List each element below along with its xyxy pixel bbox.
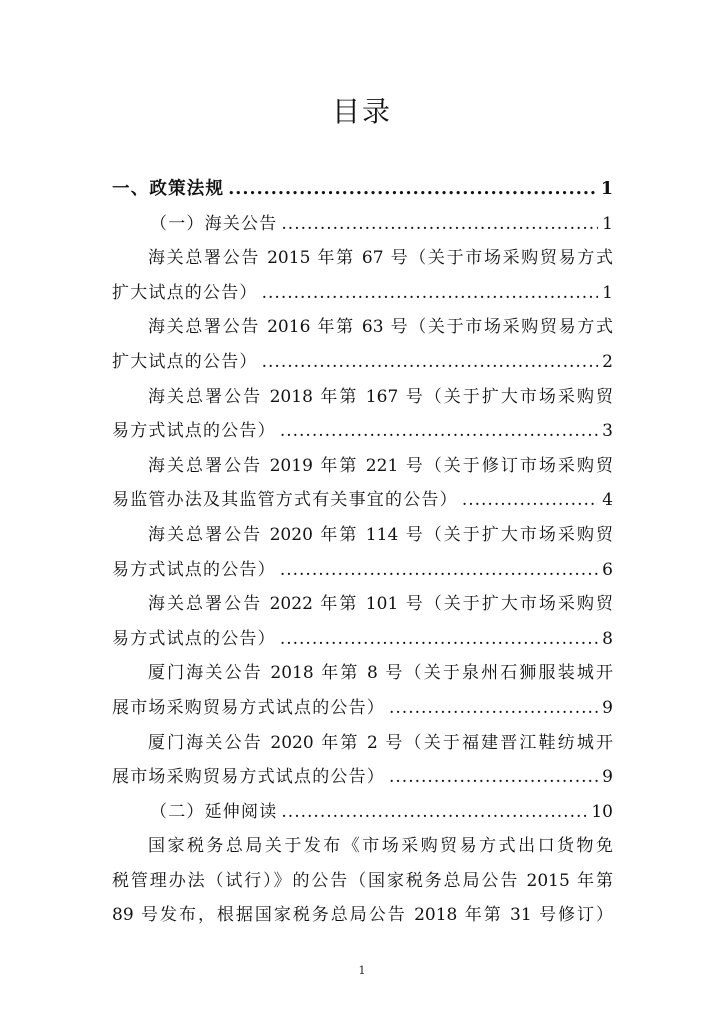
toc-entry[interactable]	[112, 345, 613, 380]
toc-entry-title: （一）海关公告	[150, 213, 278, 234]
toc-entry-first-line[interactable]	[112, 656, 613, 691]
toc-entry-title: 海关总署公告 2018 年第 167 号（关于扩大市场采购贸	[148, 386, 613, 407]
dot-leader	[262, 345, 599, 380]
dot-leader	[280, 414, 598, 449]
toc-page-number: 1	[600, 179, 613, 199]
toc-entry-title: 国家税务总局关于发布《市场采购贸易方式出口货物免	[148, 836, 613, 857]
page-number: 1	[358, 964, 366, 977]
toc-page-number: 10	[591, 801, 613, 822]
toc-entry-title: （二）延伸阅读	[150, 801, 278, 822]
toc-entry-title: 89 号发布，根据国家税务总局公告 2018 年第 31 号修订）	[112, 905, 613, 926]
toc-page-number: 3	[602, 421, 613, 442]
toc-entry[interactable]	[112, 276, 613, 311]
dot-leader	[389, 760, 598, 795]
dot-leader	[280, 622, 598, 657]
page-title: 目录	[331, 95, 392, 128]
toc-entry-title: 海关总署公告 2016 年第 63 号（关于市场采购贸易方式	[148, 317, 613, 338]
toc-entry-title: 厦门海关公告 2020 年第 2 号（关于福建晋江鞋纺城开	[148, 732, 613, 753]
toc-page-number: 1	[602, 282, 613, 303]
toc-entry-first-line[interactable]	[112, 587, 613, 622]
toc-entry-continued-line[interactable]	[112, 898, 613, 933]
toc-entry-title: 展市场采购贸易方式试点的公告）	[112, 767, 385, 788]
dot-leader	[228, 172, 597, 207]
toc-entry-title: 海关总署公告 2022 年第 101 号（关于扩大市场采购贸	[148, 594, 613, 615]
toc-entry-continued-line[interactable]	[112, 864, 613, 899]
toc-entry-title: 易方式试点的公告）	[112, 559, 276, 580]
dot-leader	[389, 691, 598, 726]
toc-entry[interactable]	[112, 760, 613, 795]
toc-entry-first-line[interactable]	[112, 380, 613, 415]
toc-entry[interactable]	[112, 172, 613, 207]
toc-page-number: 9	[602, 697, 613, 718]
toc-entry-title: 海关总署公告 2020 年第 114 号（关于扩大市场采购贸	[148, 524, 613, 545]
toc-entry-title: 易方式试点的公告）	[112, 421, 276, 442]
toc-entry[interactable]	[112, 622, 613, 657]
toc-page-number: 2	[602, 351, 613, 372]
toc-entry-title: 一、政策法规	[112, 179, 225, 199]
toc-entry-title: 易方式试点的公告）	[112, 628, 276, 649]
dot-leader	[262, 276, 599, 311]
toc-entry-title: 海关总署公告 2019 年第 221 号（关于修订市场采购贸	[148, 455, 613, 476]
toc-entry-first-line[interactable]	[112, 449, 613, 484]
toc-page-number: 4	[602, 490, 613, 511]
dot-leader	[462, 483, 598, 518]
toc-entry-title: 税管理办法（试行）》的公告（国家税务总局公告 2015 年第	[112, 870, 613, 891]
toc-page-number: 6	[602, 559, 613, 580]
toc-page-number: 8	[602, 628, 613, 649]
toc-entry[interactable]	[112, 483, 613, 518]
toc-entry-title: 扩大试点的公告）	[112, 282, 258, 303]
toc-entry-title: 海关总署公告 2015 年第 67 号（关于市场采购贸易方式	[148, 248, 613, 269]
toc-entry-first-line[interactable]	[112, 518, 613, 553]
dot-leader	[281, 207, 598, 242]
toc-entry-title: 厦门海关公告 2018 年第 8 号（关于泉州石狮服装城开	[148, 663, 613, 684]
toc-entry-title: 扩大试点的公告）	[112, 351, 258, 372]
toc-page-number: 1	[602, 213, 613, 234]
toc-entry[interactable]	[112, 414, 613, 449]
toc-entry-first-line[interactable]	[112, 726, 613, 761]
toc-entry-title: 展市场采购贸易方式试点的公告）	[112, 697, 385, 718]
toc-entry-first-line[interactable]	[112, 829, 613, 864]
dot-leader	[281, 795, 587, 830]
toc-entry[interactable]	[112, 691, 613, 726]
toc-entry[interactable]	[112, 207, 613, 242]
toc-entry-title: 易监管办法及其监管方式有关事宜的公告）	[112, 490, 458, 511]
dot-leader	[280, 553, 598, 588]
toc-entry[interactable]	[112, 795, 613, 830]
toc-page-number: 9	[602, 767, 613, 788]
toc-entry[interactable]	[112, 553, 613, 588]
toc-entry-first-line[interactable]	[112, 241, 613, 276]
table-of-contents	[112, 172, 613, 933]
toc-entry-first-line[interactable]	[112, 310, 613, 345]
